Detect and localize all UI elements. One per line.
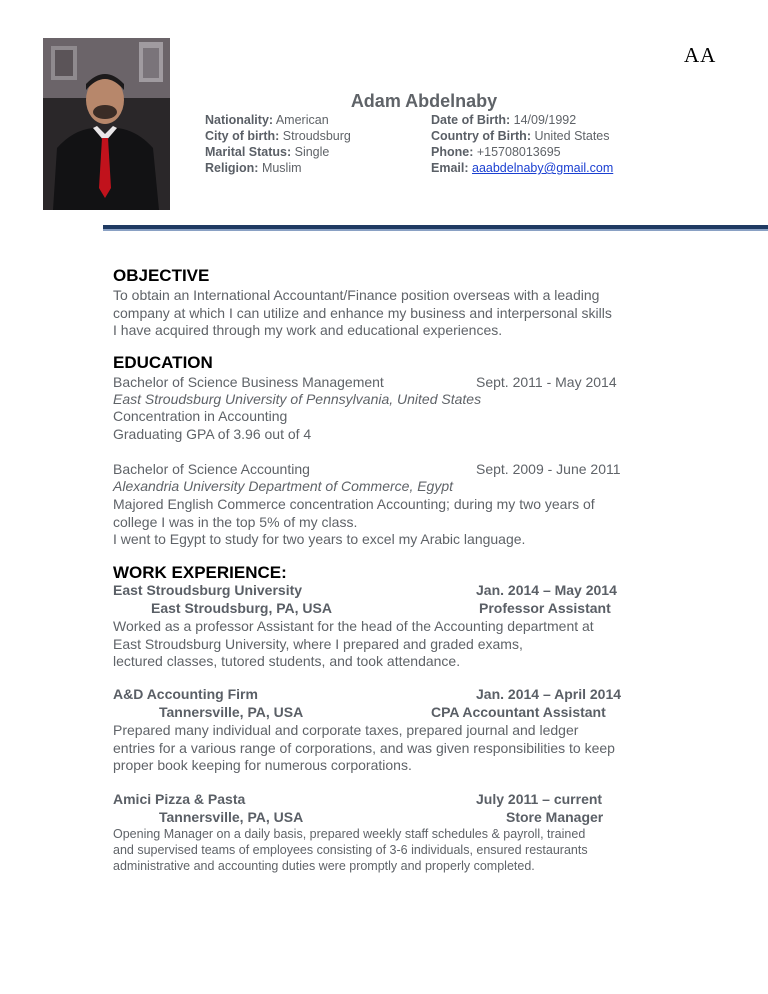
email-label: Email: bbox=[431, 161, 469, 175]
degree2-line: Majored English Commerce concentration Accounting; during my two years of bbox=[113, 496, 595, 512]
job3-employer: Amici Pizza & Pasta bbox=[113, 791, 246, 807]
degree1-school: East Stroudsburg University of Pennsylvania, United States bbox=[113, 391, 482, 407]
degree2-school: Alexandria University Department of Commerce, Egypt bbox=[113, 478, 454, 494]
phone-row bbox=[431, 144, 613, 160]
objective-line: To obtain an International Accountant/Finance position overseas with a leading bbox=[113, 287, 600, 303]
religion-label: Religion: bbox=[205, 161, 259, 175]
job2-line: Prepared many individual and corporate taxes, prepared journal and ledger bbox=[113, 722, 579, 738]
job1-line: East Stroudsburg University, where I prepared and graded exams, bbox=[113, 635, 523, 652]
degree2-line: I went to Egypt to study for two years to excel my Arabic language. bbox=[113, 531, 526, 547]
objective-heading: OBJECTIVE bbox=[113, 266, 210, 285]
candidate-name: Adam Abdelnaby bbox=[350, 91, 498, 111]
country-of-birth-value: United States bbox=[530, 129, 610, 143]
objective-line: company at which I can utilize and enhance my business and interpersonal skills bbox=[113, 304, 612, 321]
marital-status-value: Single bbox=[291, 145, 330, 159]
job3-role: Store Manager bbox=[506, 809, 604, 825]
phone-label: Phone: bbox=[431, 145, 474, 159]
job3-line: Opening Manager on a daily basis, prepared weekly staff schedules & payroll, trained bbox=[113, 827, 586, 841]
email-row bbox=[431, 160, 613, 176]
degree2-line: college I was in the top 5% of my class. bbox=[113, 513, 358, 530]
job3-line: and supervised teams of employees consisting of 3-6 individuals, ensured restaurants bbox=[113, 843, 588, 857]
job1-line: Worked as a professor Assistant for the head of the Accounting department at bbox=[113, 618, 594, 634]
education-heading: EDUCATION bbox=[113, 353, 213, 372]
nationality-label: Nationality: bbox=[205, 113, 274, 127]
city-of-birth-row bbox=[205, 128, 351, 144]
profile-photo bbox=[43, 38, 170, 210]
date-of-birth-value: 14/09/1992 bbox=[510, 113, 577, 127]
job1-dates: Jan. 2014 – May 2014 bbox=[476, 582, 617, 598]
city-of-birth-value: Stroudsburg bbox=[279, 129, 351, 143]
degree1-line: Concentration in Accounting bbox=[113, 408, 288, 424]
date-of-birth-row bbox=[431, 112, 613, 128]
personal-info-left bbox=[205, 112, 351, 176]
job2-dates: Jan. 2014 – April 2014 bbox=[476, 686, 622, 702]
country-of-birth-row bbox=[431, 128, 613, 144]
job2-role: CPA Accountant Assistant bbox=[431, 704, 606, 720]
religion-row bbox=[205, 160, 351, 176]
job2-line: proper book keeping for numerous corporations. bbox=[113, 757, 412, 773]
job2-line: entries for a various range of corporations, and was given responsibilities to keep bbox=[113, 739, 615, 756]
email-link[interactable]: aaabdelnaby@gmail.com bbox=[472, 161, 614, 175]
degree2-details bbox=[113, 496, 595, 549]
header-divider-accent bbox=[103, 229, 768, 231]
job1-employer: East Stroudsburg University bbox=[113, 582, 303, 598]
job3-location: Tannersville, PA, USA bbox=[159, 809, 304, 825]
degree1-dates: Sept. 2011 - May 2014 bbox=[476, 374, 617, 390]
religion-value: Muslim bbox=[258, 161, 302, 175]
job2-employer: A&D Accounting Firm bbox=[113, 686, 258, 702]
objective-text bbox=[113, 287, 612, 340]
job3-line: administrative and accounting duties were promptly and properly completed. bbox=[113, 859, 535, 873]
degree2-title: Bachelor of Science Accounting bbox=[113, 461, 310, 477]
degree2-dates: Sept. 2009 - June 2011 bbox=[476, 461, 621, 477]
job1-line: lectured classes, tutored students, and took attendance. bbox=[113, 653, 461, 669]
degree1-details bbox=[113, 408, 311, 443]
date-of-birth-label: Date of Birth: bbox=[431, 113, 511, 127]
phone-value: +15708013695 bbox=[473, 145, 561, 159]
personal-info-right bbox=[431, 112, 613, 176]
nationality-row bbox=[205, 112, 351, 128]
job3-description bbox=[113, 826, 588, 874]
marital-status-label: Marital Status: bbox=[205, 145, 292, 159]
job3-dates: July 2011 – current bbox=[476, 791, 603, 807]
job1-description bbox=[113, 618, 594, 671]
objective-line: I have acquired through my work and educational experiences. bbox=[113, 322, 503, 338]
monogram: AA bbox=[684, 43, 717, 67]
job2-location: Tannersville, PA, USA bbox=[159, 704, 304, 720]
job2-description bbox=[113, 722, 615, 775]
job1-location: East Stroudsburg, PA, USA bbox=[151, 600, 332, 616]
country-of-birth-label: Country of Birth: bbox=[431, 129, 531, 143]
job1-role: Professor Assistant bbox=[479, 600, 611, 616]
nationality-value: American bbox=[273, 113, 329, 127]
degree1-line: Graduating GPA of 3.96 out of 4 bbox=[113, 425, 312, 442]
city-of-birth-label: City of birth: bbox=[205, 129, 280, 143]
work-heading: WORK EXPERIENCE: bbox=[113, 563, 287, 582]
degree1-title: Bachelor of Science Business Management bbox=[113, 374, 384, 390]
marital-status-row bbox=[205, 144, 351, 160]
